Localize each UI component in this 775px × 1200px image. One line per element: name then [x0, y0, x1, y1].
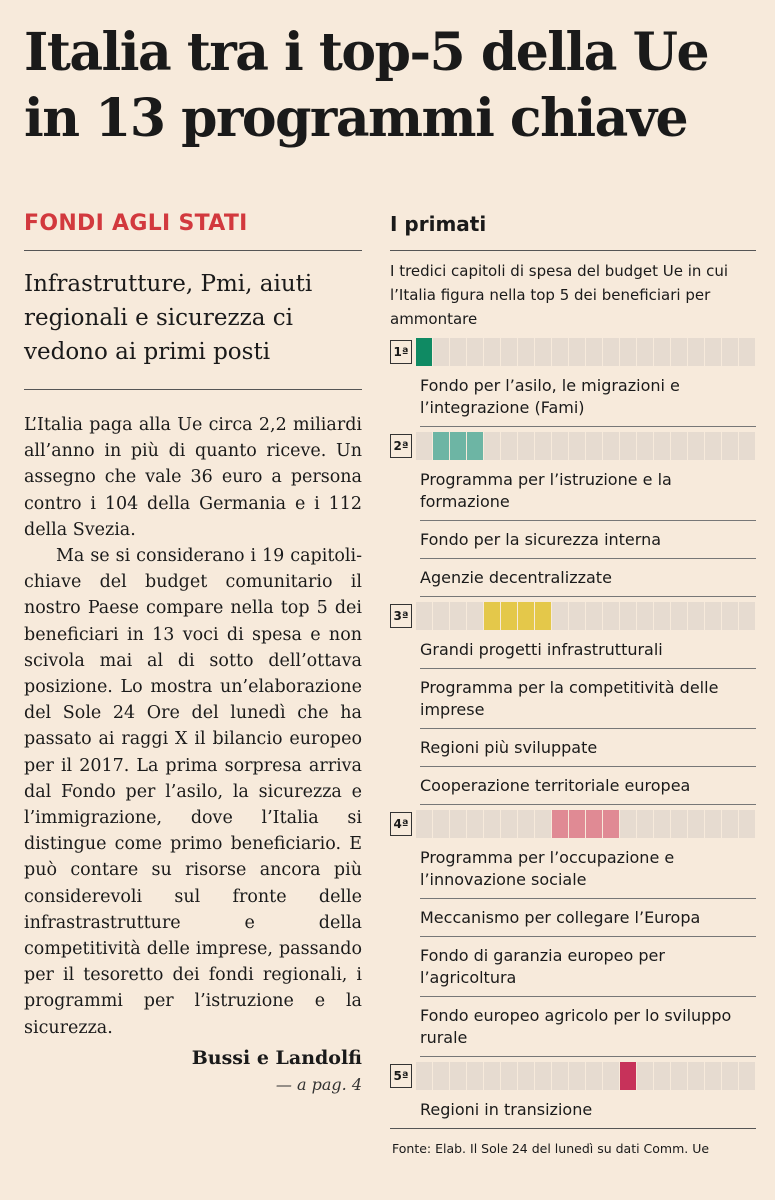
empty-square — [450, 338, 466, 366]
empty-square — [467, 338, 483, 366]
article-column — [24, 208, 362, 1094]
program-item: Regioni più sviluppate — [420, 729, 756, 767]
rank-squares — [416, 602, 756, 630]
filled-square — [501, 602, 517, 630]
empty-square — [552, 602, 568, 630]
empty-square — [535, 432, 551, 460]
empty-square — [637, 810, 653, 838]
empty-square — [467, 1062, 483, 1090]
article-paragraph-1: L’Italia paga alla Ue circa 2,2 miliardi all’anno in più di quanto riceve. Un assegno che vale 36 euro a persona contro i 104 della Germania e i 112 della Svezia. — [24, 415, 362, 540]
empty-square — [416, 602, 432, 630]
rank-squares — [416, 1062, 756, 1090]
rank-badge: 4ª — [390, 812, 412, 836]
section-title: I primati — [390, 208, 756, 251]
program-item: Agenzie decentralizzate — [420, 559, 756, 597]
empty-square — [535, 810, 551, 838]
empty-square — [501, 810, 517, 838]
empty-square — [637, 432, 653, 460]
empty-square — [705, 602, 721, 630]
filled-square — [586, 810, 602, 838]
empty-square — [416, 810, 432, 838]
program-item: Fondo per l’asilo, le migrazioni e l’integrazione (Fami) — [420, 367, 756, 427]
empty-square — [739, 432, 755, 460]
empty-square — [416, 432, 432, 460]
empty-square — [484, 810, 500, 838]
empty-square — [569, 1062, 585, 1090]
headline — [24, 20, 764, 152]
article-paragraph-2: Ma se si considerano i 19 capitoli-chiave del budget comunitario il nostro Paese compare nella top 5 dei beneficiari in 13 voci di spesa e non scivola mai al di sotto dell’ottava posizione. Lo mostra un’elaborazione del Sole 24 Ore del lunedì che ha passato ai raggi X il bilancio europeo per il 2017. La prima sorpresa arriva dal Fondo per l’asilo, la sicurezza e l’immigrazione, dove l’Italia si distingue come primo beneficiario. E può contare su risorse ancora più considerevoli sul fronte delle infrastrastrutture e della competitività delle imprese, passando per il tesoretto dei fondi regionali, i programmi per l’istruzione e la sicurezza. — [24, 546, 362, 1038]
empty-square — [688, 810, 704, 838]
program-item: Regioni in transizione — [390, 1091, 756, 1129]
empty-square — [671, 810, 687, 838]
empty-square — [671, 1062, 687, 1090]
program-item: Grandi progetti infrastrutturali — [420, 631, 756, 669]
empty-square — [722, 432, 738, 460]
empty-square — [705, 1062, 721, 1090]
program-item: Programma per la competitività delle imprese — [420, 669, 756, 729]
program-item: Fondo per la sicurezza interna — [420, 521, 756, 559]
rank-row-4 — [390, 809, 756, 839]
empty-square — [671, 338, 687, 366]
rank-squares — [416, 338, 756, 366]
kicker: FONDI AGLI STATI — [24, 208, 362, 251]
byline: Bussi e Landolfi — [191, 1046, 362, 1069]
program-item: Fondo di garanzia europeo per l’agricoltura — [420, 937, 756, 997]
empty-square — [467, 602, 483, 630]
empty-square — [552, 338, 568, 366]
empty-square — [739, 810, 755, 838]
filled-square — [552, 810, 568, 838]
empty-square — [569, 338, 585, 366]
empty-square — [586, 1062, 602, 1090]
empty-square — [654, 338, 670, 366]
filled-square — [620, 1062, 636, 1090]
empty-square — [450, 810, 466, 838]
empty-square — [433, 810, 449, 838]
rank-row-2 — [390, 431, 756, 461]
rank-row-5 — [390, 1061, 756, 1091]
filled-square — [518, 602, 534, 630]
empty-square — [637, 1062, 653, 1090]
empty-square — [688, 432, 704, 460]
filled-square — [450, 432, 466, 460]
empty-square — [569, 602, 585, 630]
empty-square — [620, 338, 636, 366]
subhead: Infrastrutture, Pmi, aiuti regionali e sicurezza ci vedono ai primi posti — [24, 251, 362, 390]
program-item: Cooperazione territoriale europea — [420, 767, 756, 805]
empty-square — [518, 810, 534, 838]
empty-square — [603, 1062, 619, 1090]
section-intro: I tredici capitoli di spesa del budget Ue in cui l’Italia figura nella top 5 dei beneficiari per ammontare — [390, 262, 729, 328]
program-item: Programma per l’istruzione e la formazione — [420, 461, 756, 521]
empty-square — [739, 602, 755, 630]
empty-square — [705, 432, 721, 460]
empty-square — [518, 432, 534, 460]
empty-square — [688, 338, 704, 366]
rank-badge: 3ª — [390, 604, 412, 628]
source-note: Fonte: Elab. Il Sole 24 del lunedì su dati Comm. Ue — [392, 1141, 710, 1156]
empty-square — [552, 432, 568, 460]
empty-square — [671, 432, 687, 460]
rank-row-3 — [390, 601, 756, 631]
empty-square — [705, 338, 721, 366]
empty-square — [688, 602, 704, 630]
empty-square — [518, 1062, 534, 1090]
empty-square — [739, 338, 755, 366]
program-item: Meccanismo per collegare l’Europa — [420, 899, 756, 937]
empty-square — [722, 810, 738, 838]
empty-square — [586, 432, 602, 460]
empty-square — [416, 1062, 432, 1090]
headline-line-2: in 13 programmi chiave — [24, 88, 688, 149]
empty-square — [569, 432, 585, 460]
empty-square — [671, 602, 687, 630]
empty-square — [603, 338, 619, 366]
empty-square — [654, 810, 670, 838]
empty-square — [501, 338, 517, 366]
empty-square — [654, 432, 670, 460]
program-item: Fondo europeo agricolo per lo sviluppo rurale — [420, 997, 756, 1057]
empty-square — [722, 602, 738, 630]
rank-badge: 5ª — [390, 1064, 412, 1088]
rank-squares — [416, 432, 756, 460]
empty-square — [433, 1062, 449, 1090]
article-body — [24, 412, 362, 1041]
filled-square — [467, 432, 483, 460]
rank-row-1 — [390, 337, 756, 367]
empty-square — [654, 1062, 670, 1090]
empty-square — [586, 338, 602, 366]
empty-square — [450, 602, 466, 630]
empty-square — [722, 338, 738, 366]
empty-square — [501, 432, 517, 460]
empty-square — [586, 602, 602, 630]
filled-square — [433, 432, 449, 460]
empty-square — [433, 602, 449, 630]
empty-square — [603, 432, 619, 460]
filled-square — [416, 338, 432, 366]
empty-square — [484, 1062, 500, 1090]
empty-square — [484, 432, 500, 460]
filled-square — [535, 602, 551, 630]
empty-square — [535, 338, 551, 366]
filled-square — [569, 810, 585, 838]
empty-square — [620, 432, 636, 460]
rank-list — [390, 337, 756, 1129]
empty-square — [688, 1062, 704, 1090]
empty-square — [603, 602, 619, 630]
rank-badge: 1ª — [390, 340, 412, 364]
empty-square — [501, 1062, 517, 1090]
filled-square — [603, 810, 619, 838]
empty-square — [467, 810, 483, 838]
empty-square — [620, 602, 636, 630]
empty-square — [535, 1062, 551, 1090]
empty-square — [705, 810, 721, 838]
program-item: Programma per l’occupazione e l’innovazione sociale — [420, 839, 756, 899]
rank-badge: 2ª — [390, 434, 412, 458]
empty-square — [654, 602, 670, 630]
empty-square — [620, 810, 636, 838]
empty-square — [552, 1062, 568, 1090]
empty-square — [433, 338, 449, 366]
empty-square — [637, 338, 653, 366]
empty-square — [518, 338, 534, 366]
empty-square — [450, 1062, 466, 1090]
filled-square — [484, 602, 500, 630]
headline-line-1: Italia tra i top-5 della Ue — [24, 22, 709, 83]
page-reference: — a pag. 4 — [275, 1074, 362, 1094]
empty-square — [739, 1062, 755, 1090]
empty-square — [722, 1062, 738, 1090]
empty-square — [637, 602, 653, 630]
rank-squares — [416, 810, 756, 838]
rankings-column — [390, 208, 756, 1156]
empty-square — [484, 338, 500, 366]
